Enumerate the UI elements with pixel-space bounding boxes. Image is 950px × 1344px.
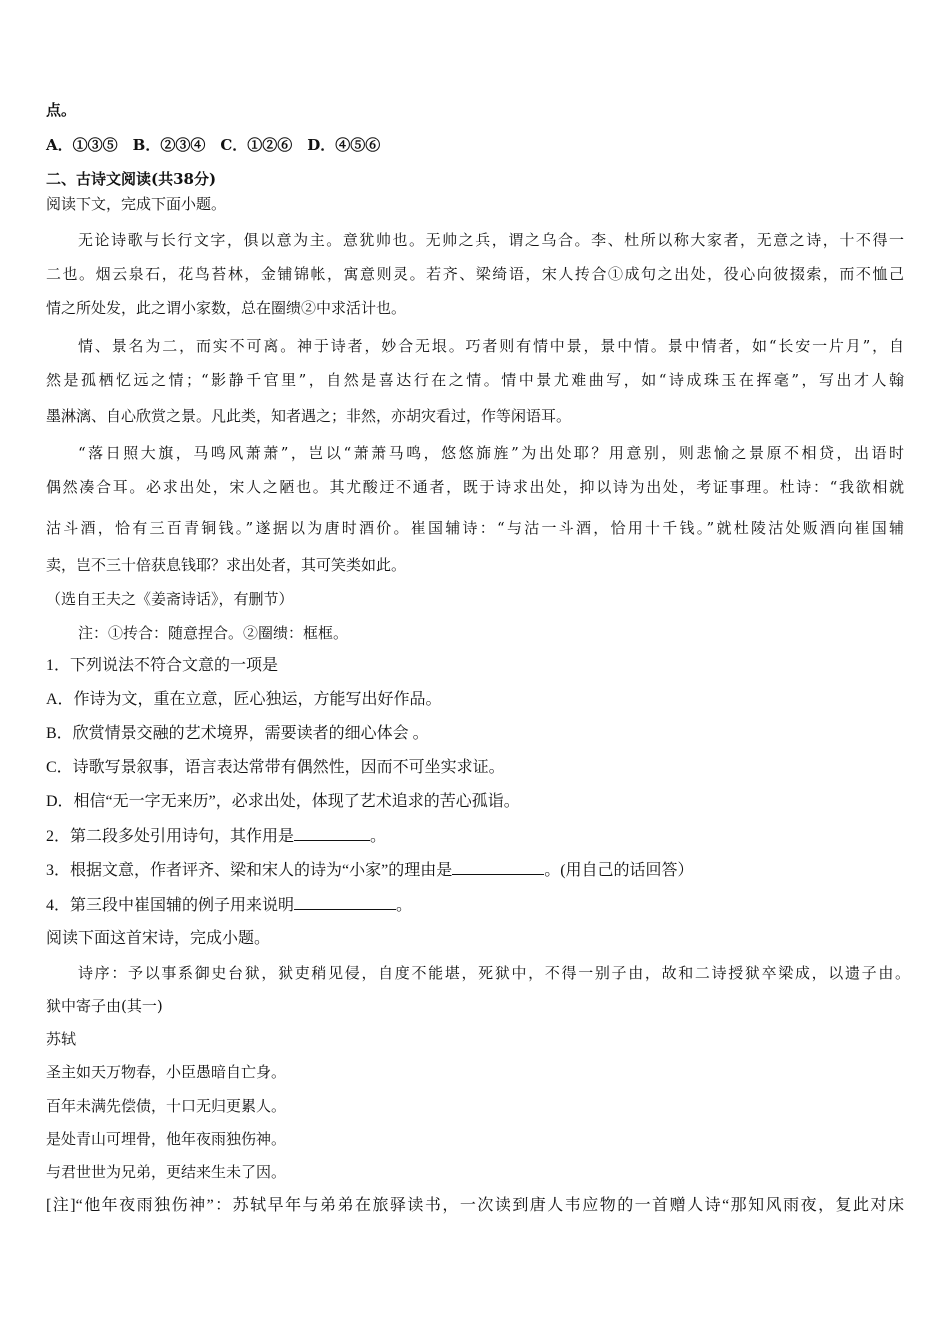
answer-blank[interactable] <box>294 895 396 910</box>
option-b: B．欣赏情景交融的艺术境界，需要读者的细心体会 。 <box>46 725 429 742</box>
passage-line: 沽斗酒，恰有三百青铜钱。”遂据以为唐时酒价。崔国辅诗：“与沽一斗酒，恰用十千钱。”就杜陵沽处贩酒向崔国辅 <box>46 519 904 537</box>
passage-line: “落日照大旗，马鸣风萧萧”，岂以“萧萧马鸣，悠悠旆旌”为出处耶？用意别，则悲愉之景原不相贷，出语时 <box>78 444 904 462</box>
question-2-end: 。 <box>370 828 387 845</box>
question-2 <box>46 826 386 847</box>
option-a: A．作诗为文，重在立意，匠心独运，方能写出好作品。 <box>46 691 442 708</box>
question-4-end: 。 <box>396 897 413 914</box>
answer-blank[interactable] <box>294 826 370 841</box>
source-citation: （选自王夫之《姜斋诗话》，有删节） <box>46 590 294 608</box>
poem-line: 圣主如天万物春，小臣愚暗自亡身。 <box>46 1063 287 1081</box>
passage-line: 墨淋漓、自心欣赏之景。凡此类，知者遇之；非然，亦胡灾看过，作等闲语耳。 <box>46 407 572 425</box>
passage-line: 情、景名为二，而实不可离。神于诗者，妙合无垠。巧者则有情中景，景中情。景中情者，如“长安一片月”，自 <box>78 337 904 355</box>
question-3 <box>46 860 694 881</box>
poem-title: 狱中寄子由(其一) <box>46 997 163 1015</box>
question-3-text: 3．根据文意，作者评齐、梁和宋人的诗为“小家”的理由是 <box>46 862 453 879</box>
answer-blank[interactable] <box>452 860 544 875</box>
option-d: D．相信“无一字无来历”，必求出处，体现了艺术追求的苦心孤诣。 <box>46 793 520 810</box>
poem-preface: 诗序：予以事系御史台狱，狱吏稍见侵，自度不能堪，死狱中，不得一别子由，故和二诗授狱卒梁成，以遗子由。 <box>78 964 910 982</box>
poem-line: 百年未满先偿债，十口无归更累人。 <box>46 1097 287 1115</box>
poem-line: 是处青山可埋骨，他年夜雨独伤神。 <box>46 1130 287 1148</box>
question-4-text: 4．第三段中崔国辅的例子用来说明 <box>46 897 295 914</box>
passage-line: 无论诗歌与长行文字，俱以意为主。意犹帅也。无帅之兵，谓之乌合。李、杜所以称大家者，无意之诗，十不得一 <box>78 231 904 249</box>
question-1: 1．下列说法不符合文意的一项是 <box>46 657 279 674</box>
question-3-end: 。(用自己的话回答） <box>544 862 694 879</box>
passage-line: 二也。烟云泉石，花鸟苔林，金铺锦帐，寓意则灵。若齐、梁绮语，宋人抟合①成句之出处，役心向彼掇索，而不恤己 <box>46 265 904 283</box>
passage-line: 情之所处发，此之谓小家数，总在圈缋②中求活计也。 <box>46 299 407 317</box>
poem-author: 苏轼 <box>46 1030 77 1048</box>
reading-intro: 阅读下面这首宋诗，完成小题。 <box>46 930 271 947</box>
question-2-text: 2．第二段多处引用诗句，其作用是 <box>46 828 295 845</box>
poem-footnote: [注]“他年夜雨独伤神”：苏轼早年与弟弟在旅驿读书，一次读到唐人韦应物的一首赠人诗“那知风雨夜，复此对床 <box>46 1197 904 1214</box>
passage-line: 偶然凑合耳。必求出处，宋人之陋也。其尤酸迂不通者，既于诗求出处，抑以诗为出处，考证事理。杜诗：“我欲相就 <box>46 478 904 496</box>
reading-intro: 阅读下文，完成下面小题。 <box>46 195 227 213</box>
question-4 <box>46 895 412 916</box>
passage-note: 注：①抟合：随意捏合。②圈缋：框框。 <box>78 624 349 642</box>
passage-line: 然是孤栖忆远之情；“影静千官里”，自然是喜达行在之情。情中景尤难曲写，如“诗成珠玉在挥毫”，写出才人翰 <box>46 371 904 389</box>
continued-text: 点。 <box>46 101 77 119</box>
poem-line: 与君世世为兄弟，更结来生未了因。 <box>46 1163 287 1181</box>
option-c: C．诗歌写景叙事，语言表达常带有偶然性，因而不可坐实求证。 <box>46 759 505 776</box>
section-heading: 二、古诗文阅读(共38分) <box>46 170 217 188</box>
passage-line: 卖，岂不三十倍获息钱耶？求出处者，其可笑类如此。 <box>46 556 407 574</box>
answer-choices: A．①③⑤ B．②③④ C．①②⑥ D．④⑤⑥ <box>46 136 381 154</box>
